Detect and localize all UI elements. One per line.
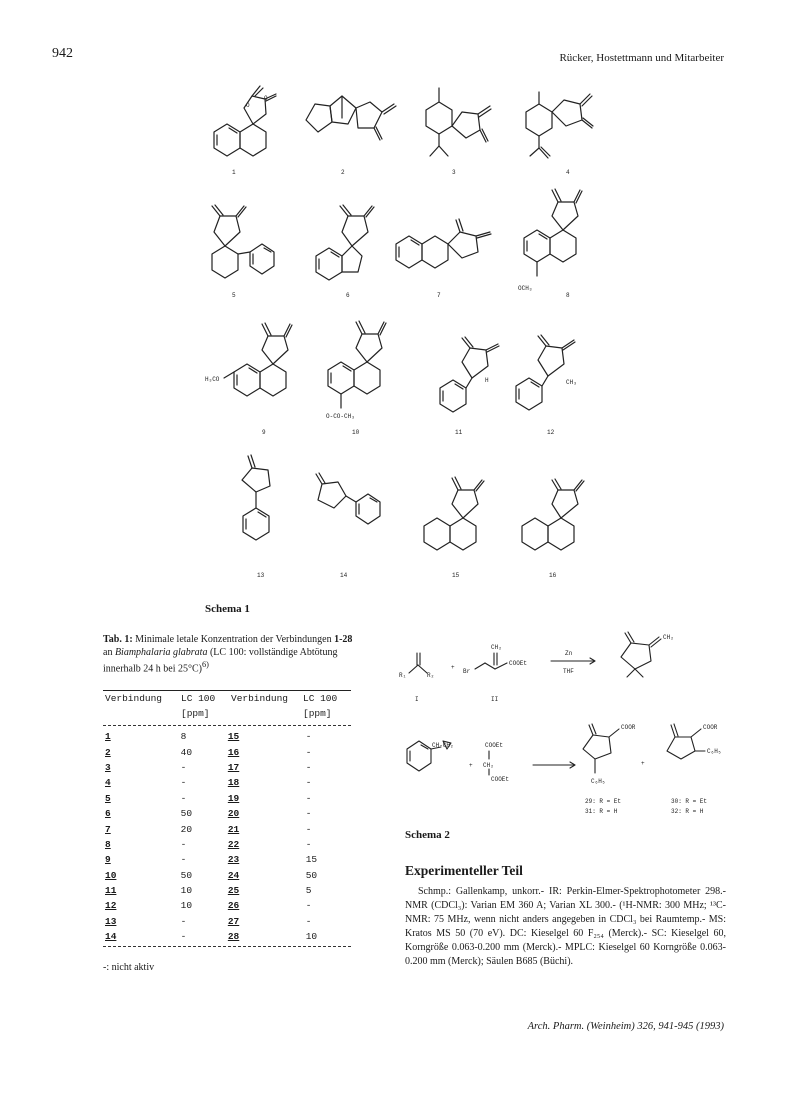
table-bottom-rule <box>103 946 351 947</box>
lc100-value: - <box>305 838 312 850</box>
table-row <box>103 868 351 883</box>
compound-label-2: 2 <box>341 169 345 176</box>
compound-label-4: 4 <box>566 169 570 176</box>
compound-5-structure <box>212 205 274 278</box>
table-header-row <box>103 691 351 706</box>
lc100-value: - <box>305 915 312 927</box>
table-row <box>103 775 351 790</box>
compound-6-structure <box>316 205 374 280</box>
compound-number: 28 <box>227 931 240 943</box>
product-label-31: 31: R = H <box>585 808 618 815</box>
lc100-value: - <box>180 777 187 789</box>
table-row <box>103 898 351 913</box>
label-r1: R₁ <box>399 672 407 679</box>
lc100-value: 15 <box>305 854 318 866</box>
experimental-body-text: Schmp.: Gallenkamp, unkorr.- IR: Perkin-Elmer-Spektrophotometer 298.- NMR (CDCl₃): Varian EM 360 A; Varian XL 300.- (¹H-NMR: 300 MHz; ¹³C-NMR: 75 MHz, wenn nicht anders angegeben in CDCl₃ bei Raumtemp.- MS: Kratos MS 50 (70 eV). DC: Kieselgel 60 F₂₅₄ (Merck).- SC: Kieselgel 60, Korngröße 0.063-0.200 mm (Merck).- MPLC: Kieselgel 60 Korngröße 0.063-0.200 mm (Merck); Säulen B685 (Büchi). <box>405 886 726 967</box>
table-caption-text-1: Minimale letale Konzentration der Verbindungen <box>132 634 335 645</box>
compound-number: 3 <box>105 761 111 773</box>
substituent-ch3-12: CH₃ <box>566 379 577 386</box>
compound-4-structure <box>526 92 593 158</box>
lc100-value: - <box>180 854 187 866</box>
compound-9-structure <box>224 323 292 396</box>
compound-number: 2 <box>105 746 111 758</box>
table-row <box>103 729 351 744</box>
lc100-value: - <box>305 900 312 912</box>
compound-number: 12 <box>105 900 117 912</box>
label-reagent-II: II <box>491 696 499 703</box>
compound-number: 19 <box>227 792 240 804</box>
table-header-separator <box>103 725 351 726</box>
carbonyl-oxygen-1: O <box>264 95 268 102</box>
compound-number: 15 <box>227 731 240 743</box>
label-ch2: CH₂ <box>491 644 502 651</box>
lc100-value: 5 <box>305 885 312 897</box>
table-row <box>103 852 351 867</box>
lc100-value: 50 <box>180 869 193 881</box>
compound-label-9: 9 <box>262 429 266 436</box>
lc100-value: - <box>305 808 312 820</box>
label-thf: THF <box>563 668 574 675</box>
table-units-row <box>103 706 351 721</box>
table-row <box>103 883 351 898</box>
table-footnote: -: nicht aktiv <box>103 962 155 973</box>
label-cooet-a: COOEt <box>485 742 504 749</box>
compound-number: 8 <box>105 838 111 850</box>
compound-label-8: 8 <box>566 292 570 299</box>
label-plus-2: + <box>469 762 473 769</box>
compound-number: 6 <box>105 808 111 820</box>
lc100-table <box>103 690 351 947</box>
unit-ppm-2: [ppm] <box>303 708 332 719</box>
compound-10-structure <box>328 321 386 408</box>
compound-13-structure <box>242 455 270 540</box>
reagent-I-structure <box>409 653 427 673</box>
compound-12-structure <box>516 335 575 410</box>
compound-number: 13 <box>105 915 117 927</box>
lc100-value: - <box>180 931 187 943</box>
product-label-30: 30: R = Et <box>671 798 708 805</box>
table-caption-text-3: (LC 100: vollständige Abtötung innerhalb 24 h bei 25°C) <box>103 646 338 675</box>
compound-2-structure <box>306 96 396 140</box>
product-lactone-structure <box>621 632 661 677</box>
lc100-value: 20 <box>180 823 193 835</box>
compound-7-structure <box>396 219 491 268</box>
lc100-value: 8 <box>180 731 187 743</box>
table-row <box>103 929 351 944</box>
product-30-32-structure <box>667 724 705 759</box>
compound-label-11: 11 <box>455 429 463 436</box>
compound-number: 21 <box>227 823 240 835</box>
compound-label-10: 10 <box>352 429 360 436</box>
table-row <box>103 806 351 821</box>
footer-citation: Arch. Pharm. (Weinheim) 326, 941-945 (1993) <box>527 1021 724 1032</box>
substituent-acetoxy-10: O-CO-CH₃ <box>326 413 355 420</box>
compound-label-13: 13 <box>257 572 265 579</box>
lc100-value: - <box>180 915 187 927</box>
table-caption-species: Biamphalaria glabrata <box>114 646 208 658</box>
compound-number: 5 <box>105 792 111 804</box>
page-number: 942 <box>52 46 73 61</box>
compound-label-7: 7 <box>437 292 441 299</box>
compound-number: 16 <box>227 746 240 758</box>
compound-number: 23 <box>227 854 240 866</box>
compound-label-14: 14 <box>340 572 348 579</box>
compound-label-15: 15 <box>452 572 460 579</box>
label-coor-a: COOR <box>621 724 636 731</box>
header-lc100-2: LC 100 <box>303 693 338 704</box>
compound-number: 9 <box>105 854 111 866</box>
compound-label-12: 12 <box>547 429 555 436</box>
label-reagent-I: I <box>415 696 419 703</box>
table-row <box>103 760 351 775</box>
compound-number: 26 <box>227 900 240 912</box>
lc100-value: - <box>305 746 312 758</box>
unit-ppm-1: [ppm] <box>181 708 210 719</box>
label-zn: Zn <box>565 650 573 657</box>
compound-label-1: 1 <box>232 169 236 176</box>
compound-number: 10 <box>105 869 117 881</box>
schema2-caption: Schema 2 <box>405 829 450 841</box>
product-29-31-structure <box>583 724 619 773</box>
lc100-value: - <box>305 731 312 743</box>
compound-number: 25 <box>227 885 240 897</box>
compound-label-16: 16 <box>549 572 557 579</box>
reagent-II-structure <box>475 653 507 669</box>
label-ch3-top: CH₂ <box>663 634 674 641</box>
table-caption-ref: 6) <box>201 660 209 669</box>
compound-number: 1 <box>105 731 111 743</box>
label-coor-b: COOR <box>703 724 718 731</box>
compound-8-structure <box>524 189 582 276</box>
compound-number: 14 <box>105 931 117 943</box>
lc100-value: - <box>305 777 312 789</box>
table-caption <box>103 634 355 676</box>
ring-oxygen-1: O <box>246 102 250 109</box>
lc100-value: 50 <box>305 869 318 881</box>
compound-number: 17 <box>227 761 240 773</box>
table-caption-text-2: an <box>103 646 115 658</box>
compound-11-structure <box>440 337 499 412</box>
compound-number: 27 <box>227 915 240 927</box>
label-epoxide: CH-CH₂ <box>432 742 454 749</box>
compound-number: 18 <box>227 777 240 789</box>
compound-14-structure <box>316 473 380 524</box>
compound-16-structure <box>522 479 584 550</box>
schema2-reactions <box>395 625 735 825</box>
label-plus-1: + <box>451 664 455 671</box>
label-plus-3: + <box>641 760 645 767</box>
lc100-value: - <box>180 838 187 850</box>
label-c6h5-a: C₆H₅ <box>591 778 606 785</box>
lc100-value: 10 <box>180 885 193 897</box>
lc100-value: - <box>305 823 312 835</box>
table-row <box>103 837 351 852</box>
table-row <box>103 791 351 806</box>
lc100-value: - <box>180 792 187 804</box>
header-lc100-1: LC 100 <box>181 693 216 704</box>
lc100-value: 50 <box>180 808 193 820</box>
label-cooet: COOEt <box>509 660 528 667</box>
label-c6h5-b: C₆H₅ <box>707 748 722 755</box>
lc100-value: 10 <box>305 931 318 943</box>
compound-number: 22 <box>227 838 240 850</box>
label-r2: R₂ <box>427 672 435 679</box>
label-cooet-b: COOEt <box>491 776 510 783</box>
table-body <box>103 729 351 944</box>
substituent-ome-8: OCH₃ <box>518 285 533 292</box>
reaction-arrow-1 <box>551 658 595 664</box>
lc100-value: - <box>180 761 187 773</box>
label-ch2-mid: CH₂ <box>483 762 494 769</box>
schema1-caption: Schema 1 <box>205 603 250 615</box>
header-verbindung-1: Verbindung <box>105 693 163 704</box>
compound-number: 4 <box>105 777 111 789</box>
compound-3-structure <box>426 88 491 156</box>
compound-number: 7 <box>105 823 111 835</box>
product-label-29: 29: R = Et <box>585 798 622 805</box>
substituent-h3co-9: H₃CO <box>205 376 220 383</box>
table-caption-range: 1-28 <box>334 634 353 645</box>
table-row <box>103 744 351 759</box>
lc100-value: 40 <box>180 746 193 758</box>
table-caption-label: Tab. 1: <box>103 634 133 645</box>
header-verbindung-2: Verbindung <box>231 693 289 704</box>
compound-label-3: 3 <box>452 169 456 176</box>
compound-label-5: 5 <box>232 292 236 299</box>
lc100-value: - <box>305 792 312 804</box>
running-head: Rücker, Hostettmann und Mitarbeiter <box>559 52 724 64</box>
reaction-arrow-2 <box>533 762 575 768</box>
compound-number: 20 <box>227 808 240 820</box>
compound-15-structure <box>424 477 484 550</box>
compound-number: 24 <box>227 869 240 881</box>
table-row <box>103 914 351 929</box>
lc100-value: 10 <box>180 900 193 912</box>
compound-label-6: 6 <box>346 292 350 299</box>
label-br: Br <box>463 668 471 675</box>
section-heading: Experimenteller Teil <box>405 863 523 878</box>
compound-number: 11 <box>105 885 117 897</box>
table-row <box>103 821 351 836</box>
substituent-h-11: H <box>485 377 489 384</box>
product-label-32: 32: R = H <box>671 808 704 815</box>
lc100-value: - <box>305 761 312 773</box>
